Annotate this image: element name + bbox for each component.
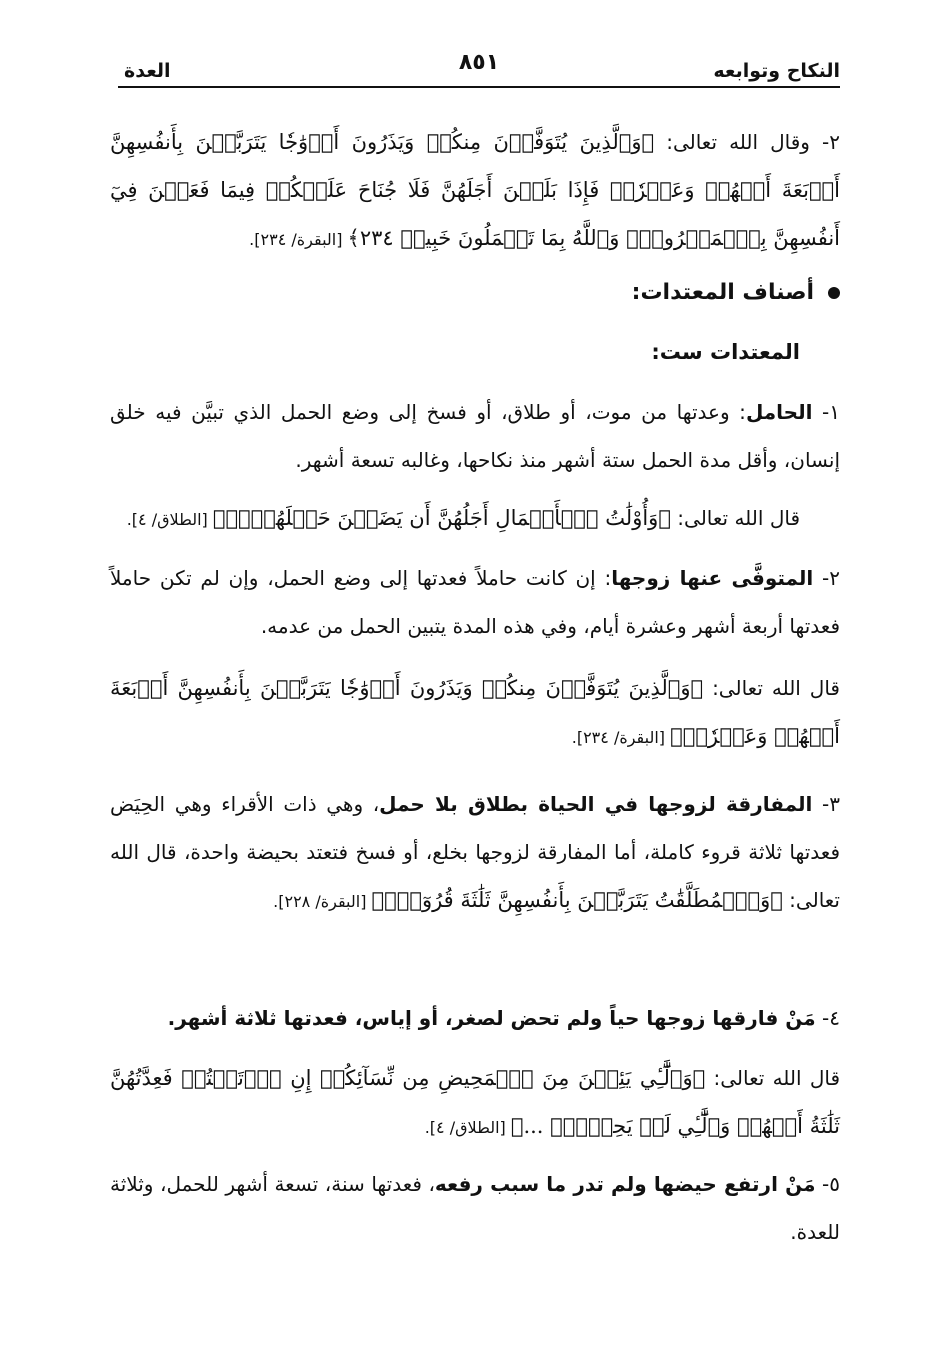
item-text: : إن كانت حاملاً فعدتها إلى وضع الحمل، وإن لم تكن حاملاً فعدتها أربعة أشهر وعشرة أيام، وفي هذه المدة يتبين الحمل من عدمه.	[110, 566, 840, 638]
item-number: ١-	[812, 400, 840, 424]
item-heading: مَنْ ارتفع حيضها ولم تدر ما سبب رفعه	[434, 1172, 816, 1196]
running-header	[118, 52, 840, 88]
list-item	[110, 1160, 840, 1256]
item-text: ، فعدتها سنة، تسعة أشهر للحمل، وثلاثة للعدة.	[110, 1172, 840, 1244]
section-heading-text: أصناف المعتدات:	[631, 280, 814, 305]
verse-paragraph	[110, 118, 840, 264]
header-chapter-title: النكاح وتوابعه	[713, 60, 840, 82]
item-number: ٣-	[812, 792, 840, 816]
item-heading: المفارقة لزوجها في الحياة بطلاق بلا حمل	[379, 792, 813, 816]
verse-reference: [البقرة/ ٢٢٨].	[273, 892, 372, 911]
paragraph-number: ٢-	[809, 130, 840, 154]
item-evidence	[110, 664, 840, 762]
quran-verse: ﴿وَٱلۡمُطَلَّقَٰتُ يَتَرَبَّصۡنَ بِأَنفُسِهِنَّ ثَلَٰثَةَ قُرُوٓءٖۚ﴾	[371, 888, 783, 912]
quran-verse: ﴿وَٱلَّٰٓـِٔي يَئِسۡنَ مِنَ ٱلۡمَحِيضِ مِن نِّسَآئِكُمۡ إِنِ ٱرۡتَبۡتُمۡ فَعِدَّتُهُنَّ ثَلَٰثَةُ أَشۡهُرٖ وَٱلَّٰٓـِٔي لَمۡ يَحِضۡنَۚ ...﴾	[110, 1066, 840, 1138]
verse-reference: [الطلاق/ ٤].	[126, 510, 213, 529]
verse-reference: [الطلاق/ ٤].	[424, 1118, 511, 1137]
evidence-intro: قال الله تعالى:	[705, 1066, 841, 1090]
verse-reference: [البقرة/ ٢٣٤].	[571, 728, 671, 747]
quran-verse: ﴿وَٱلَّذِينَ يُتَوَفَّوۡنَ مِنكُمۡ وَيَذَرُونَ أَزۡوَٰجٗا يَتَرَبَّصۡنَ بِأَنفُسِهِنَّ أَرۡبَعَةَ أَشۡهُرٖ وَعَشۡرٗاۖ فَإِذَا بَلَغۡنَ أَجَلَهُنَّ فَلَا جُنَاحَ عَلَيۡكُمۡ فِيمَا فَعَلۡنَ فِيٓ أَنفُسِهِنَّ بِٱلۡمَعۡرُوفِۗ وَٱللَّهُ بِمَا تَعۡمَلُونَ خَبِيرٞ ٢٣٤﴾	[110, 130, 840, 250]
item-evidence	[110, 494, 800, 544]
section-heading	[632, 280, 840, 305]
header-section-title: العدة	[124, 60, 171, 82]
item-heading: المتوفَّى عنها زوجها	[611, 566, 814, 590]
item-number: ٥-	[815, 1172, 840, 1196]
evidence-intro: قال الله تعالى:	[703, 676, 840, 700]
quran-verse: ﴿وَأُوْلَٰتُ ٱلۡأَحۡمَالِ أَجَلُهُنَّ أَن يَضَعۡنَ حَمۡلَهُنَّۚ﴾	[212, 506, 671, 530]
quran-verse: ﴿وَٱلَّذِينَ يُتَوَفَّوۡنَ مِنكُمۡ وَيَذَرُونَ أَزۡوَٰجٗا يَتَرَبَّصۡنَ بِأَنفُسِهِنَّ أَرۡبَعَةَ أَشۡهُرٖ وَعَشۡرٗاۖ﴾	[110, 676, 840, 748]
evidence-intro: قال الله تعالى:	[670, 506, 800, 530]
item-heading: مَنْ فارقها زوجها حياً ولم تحض لصغر، أو إياس، فعدتها ثلاثة أشهر.	[167, 1006, 816, 1030]
verse-intro: وقال الله تعالى:	[654, 130, 810, 154]
verse-reference: [البقرة/ ٢٣٤].	[249, 230, 348, 249]
item-evidence	[110, 1054, 840, 1152]
sub-heading: المعتدات ست:	[651, 340, 800, 364]
page-number: ٨٥١	[458, 50, 500, 75]
bullet-icon	[828, 287, 840, 299]
item-number: ٢-	[813, 566, 841, 590]
list-item	[110, 994, 840, 1042]
list-item	[110, 388, 840, 484]
item-text: ، وهي ذات الأقراء وهي الحِيَض فعدتها ثلاثة قروء كاملة، أما المفارقة لزوجها بخلع، أو فسخ فتعتد بحيضة واحدة، قال الله تعالى:	[110, 792, 840, 912]
item-text: : وعدتها من موت، أو طلاق، أو فسخ إلى وضع الحمل الذي تبيَّن فيه خلق إنسان، وأقل مدة الحمل ستة أشهر منذ نكاحها، وغالبه تسعة أشهر.	[110, 400, 840, 472]
item-number: ٤-	[815, 1006, 840, 1030]
list-item	[110, 554, 840, 650]
list-item	[110, 780, 840, 926]
item-heading: الحامل	[745, 400, 813, 424]
